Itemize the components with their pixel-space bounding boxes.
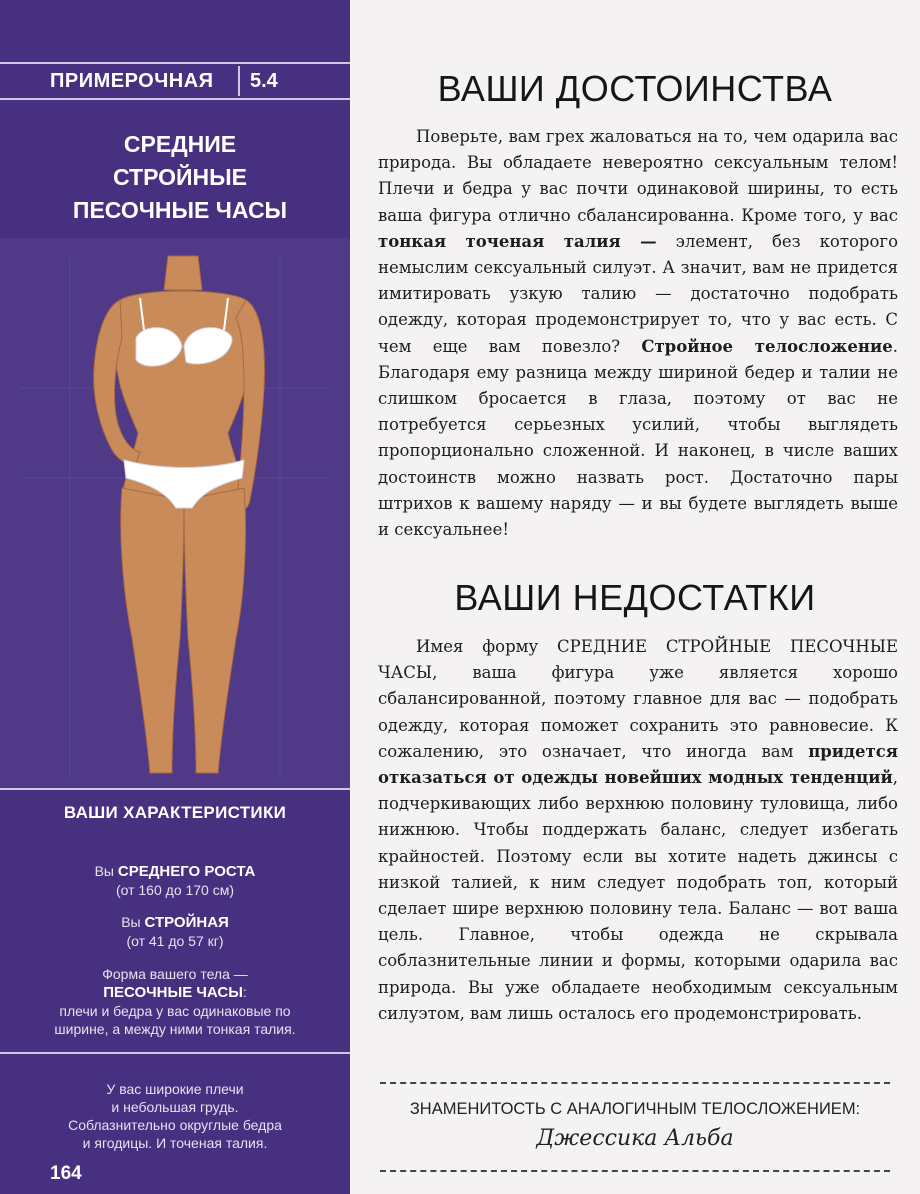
shape-title — [20, 128, 340, 227]
summary-line: и ягодицы. И точеная талия. — [82, 1135, 268, 1151]
shape-title-line: ПЕСОЧНЫЕ ЧАСЫ — [72, 197, 288, 223]
advantages-text-part: . Благодаря ему разница между шириной бедер и талии не слишком бросается в глаза, поэтому от вас не потребуется серьезных усилий, чтобы выглядеть пропорционально сложенной. И наконец, в числе ваших достоинств можно назвать рост. Достаточно пары штрихов к вашему наряду — и вы будете выглядеть выше и сексуальнее! — [378, 336, 898, 540]
shape-characteristic — [20, 965, 330, 1038]
section-rule — [0, 98, 350, 100]
build-value: СТРОЙНАЯ — [144, 914, 229, 931]
shape-line3: плечи и бедра у вас одинаковые по — [59, 1003, 291, 1019]
height-value: СРЕДНЕГО РОСТА — [117, 863, 256, 880]
characteristics-rule — [0, 788, 350, 790]
section-tag — [0, 62, 350, 102]
height-prefix: Вы — [94, 863, 118, 879]
disadvantages-highlight: придется отказаться от одежды новейших модных тенденций — [378, 741, 898, 788]
characteristics-title: ВАШИ ХАРАКТЕРИСТИКИ — [63, 803, 287, 822]
build-range: (от 41 до 57 кг) — [126, 933, 224, 949]
disadvantages-text — [378, 634, 898, 1027]
section-label: ПРИМЕРОЧНАЯ — [50, 70, 214, 92]
page-number: 164 — [50, 1163, 82, 1184]
shape-title-line: СТРОЙНЫЕ — [112, 164, 247, 190]
summary-block — [20, 1080, 330, 1152]
advantages-text — [378, 124, 898, 543]
body-figure-illustration — [0, 238, 350, 788]
main-content — [350, 0, 920, 1194]
summary-line: и небольшая грудь. — [111, 1099, 239, 1115]
advantages-highlight: Стройное телосложение — [641, 336, 893, 356]
advantages-text-part: Поверьте, вам грех жаловаться на то, чем одарила вас природа. Вы обладаете невероятно сексуальным телом! Плечи и бедра у вас почти одинаковой ширины, то есть ваша фигура отлично сбалансированна. Кроме того, у вас — [378, 127, 898, 225]
celebrity-top-divider — [380, 1082, 890, 1084]
celebrity-label: ЗНАМЕНИТОСТЬ С АНАЛОГИЧНЫМ ТЕЛОСЛОЖЕНИЕМ: — [409, 1100, 861, 1118]
celebrity-name: Джессика Альба — [536, 1126, 734, 1151]
summary-line: Соблазнительно округлые бедра — [68, 1117, 282, 1133]
disadvantages-heading: ВАШИ НЕДОСТАТКИ — [454, 577, 816, 618]
build-characteristic — [20, 913, 330, 950]
build-prefix: Вы — [121, 914, 145, 930]
shape-title-line: СРЕДНИЕ — [123, 131, 237, 157]
figure-illustration-panel — [0, 238, 350, 788]
height-characteristic — [20, 862, 330, 899]
advantages-text-part: элемент, без которого немыслим сексуальный силуэт. А значит, вам не придется имитировать узкую талию — достаточно подобрать одежду, которая продемонстрирует то, что у вас есть. С чем еще вам повезло? — [378, 231, 898, 356]
advantages-highlight: тонкая точеная талия — — [378, 231, 657, 251]
section-number: 5.4 — [250, 70, 278, 92]
shape-value: ПЕСОЧНЫЕ ЧАСЫ — [103, 984, 243, 1001]
disadvantages-text-part: Имея форму СРЕДНИЕ СТРОЙНЫЕ ПЕСОЧНЫЕ ЧАСЫ, ваша фигура уже является хорошо сбалансированной, поэтому главное для вас — подобрать одежду, которая поможет сохранить это равновесие. К сожалению, это означает, что иногда вам — [378, 637, 898, 761]
height-range: (от 160 до 170 см) — [115, 882, 235, 898]
celebrity-bottom-divider — [380, 1170, 890, 1172]
sidebar — [0, 0, 350, 1194]
section-separator — [238, 66, 240, 96]
advantages-heading: ВАШИ ДОСТОИНСТВА — [437, 68, 833, 109]
shape-line4: ширине, а между ними тонкая талия. — [54, 1021, 296, 1037]
summary-rule — [0, 1052, 350, 1054]
disadvantages-text-part: , подчеркивающих либо верхнюю половину туловища, либо нижнюю. Чтобы поддержать баланс, следует избегать крайностей. Поэтому если вы хотите надеть джинсы с низкой талией, к ним следует подобрать топ, который сделает шире верхнюю половину тела. Баланс — вот ваша цель. Главное, чтобы одежда не скрывала соблазнительные линии и формы, которыми одарила вас природа. Вы уже обладаете необходимым сексуальным силуэтом, вам лишь осталось его продемонстрировать. — [378, 768, 898, 1023]
shape-suffix: : — [242, 984, 247, 1000]
summary-line: У вас широкие плечи — [106, 1081, 244, 1097]
shape-line1: Форма вашего тела — — [102, 966, 248, 982]
